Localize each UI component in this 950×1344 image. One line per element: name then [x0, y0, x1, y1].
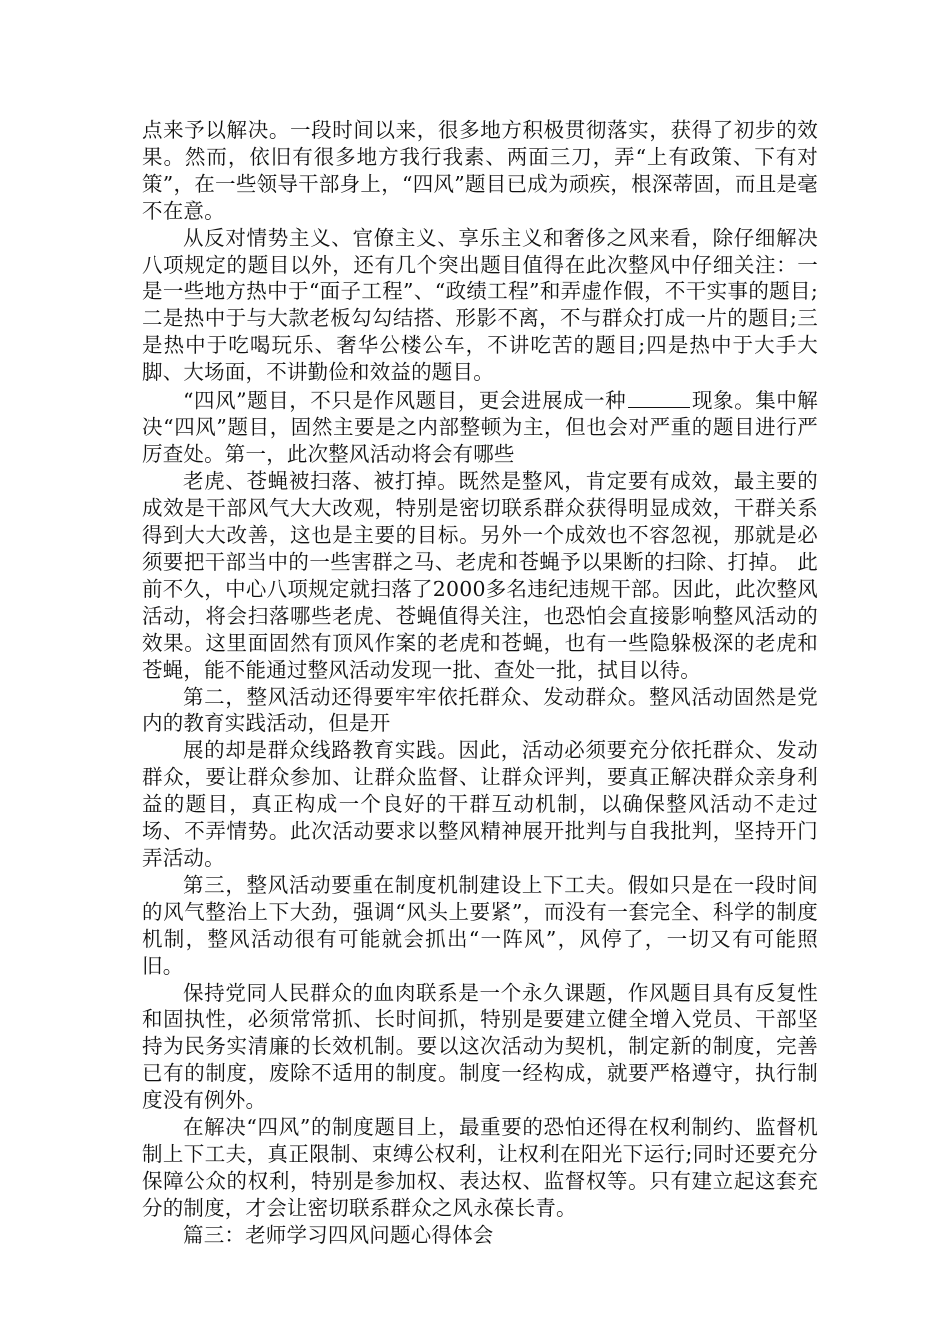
fill-in-blank-line: [628, 386, 690, 408]
paragraph-6: 展的却是群众线路教育实践。因此，活动必须要充分依托群众、发动群众，要让群众参加、让群众监督、让群众评判，要真正解决群众亲身利益的题目，真正构成一个良好的干群互动机制，以确保整风活动不走过场、不弄情势。此次活动要求以整风精神展开批判与自我批判，坚持开门弄活动。: [142, 738, 818, 870]
document-page: [142, 117, 818, 1249]
paragraph-5: 第二，整风活动还得要牢牢依托群众、发动群众。整风活动固然是党内的教育实践活动，但是开: [142, 684, 818, 736]
paragraph-1: 点来予以解决。一段时间以来，很多地方积极贯彻落实，获得了初步的效果。然而，依旧有很多地方我行我素、两面三刀，弄“上有政策、下有对策”，在一些领导干部身上，“四风”题目已成为顽疾，根深蒂固，而且是毫不在意。: [142, 118, 818, 223]
paragraph-8: 保持党同人民群众的血肉联系是一个永久课题，作风题目具有反复性和固执性，必须常常抓、长时间抓，特别是要建立健全增入党员、干部坚持为民务实清廉的长效机制。要以这次活动为契机，制定新的制度，完善已有的制度，废除不适用的制度。制度一经构成，就要严格遵守，执行制度没有例外。: [142, 980, 818, 1113]
paragraph-2: 从反对情势主义、官僚主义、享乐主义和奢侈之风来看，除仔细解决八项规定的题目以外，还有几个突出题目值得在此次整风中仔细关注：一是一些地方热中于“面子工程”、“政绩工程”和弄虚作假，不干实事的题目;二是热中于与大款老板勾勾结搭、形影不离，不与群众打成一片的题目;三是热中于吃喝玩乐、奢华公楼公车，不讲吃苦的题目;四是热中于大手大脚、大场面，不讲勤俭和效益的题目。: [142, 225, 818, 385]
section-heading: 篇三：老师学习四风问题心得体会: [183, 1222, 494, 1247]
paragraph-3: [142, 386, 818, 468]
paragraph-7: 第三，整风活动要重在制度机制建设上下工夫。假如只是在一段时间的风气整治上下大劲，强调“风头上要紧”，而没有一套完全、科学的制度机制，整风活动很有可能就会抓出“一阵风”，风停了，一切又有可能照旧。: [142, 872, 818, 978]
paragraph-9: 在解决“四风”的制度题目上，最重要的恐怕还得在权利制约、监督机制上下工夫，真正限制、束缚公权利，让权利在阳光下运行;同时还要充分保障公众的权利，特别是参加权、表达权、监督权等。只有建立起这套充分的制度，才会让密切联系群众之风永葆长青。: [142, 1115, 818, 1220]
paragraph-3-part-2: 现象。集中解决“四风”题目，固然主要是之内部整顿为主，但也会对严重的题目进行严厉查处。第一，此次整风活动将会有哪些: [142, 388, 819, 467]
paragraph-3-part-1: “四风”题目，不只是作风题目，更会进展成一种: [183, 388, 627, 413]
paragraph-4: 老虎、苍蝇被扫落、被打掉。既然是整风，肯定要有成效，最主要的成效是干部风气大大改观，特别是密切联系群众获得明显成效，干群关系得到大大改善，这也是主要的目标。另外一个成效也不容忽视，那就是必须要把干部当中的一些害群之马、老虎和苍蝇予以果断的扫除、打掉。 此前不久，中心八项规定就扫落了2000多名违纪违规干部。因此，此次整风活动，将会扫落哪些老虎、苍蝇值得关注，也恐怕会直接影响整风活动的效果。这里面固然有顶风作案的老虎和苍蝇，也有一些隐躲极深的老虎和苍蝇，能不能通过整风活动发现一批、查处一批，拭目以待。: [142, 469, 818, 682]
